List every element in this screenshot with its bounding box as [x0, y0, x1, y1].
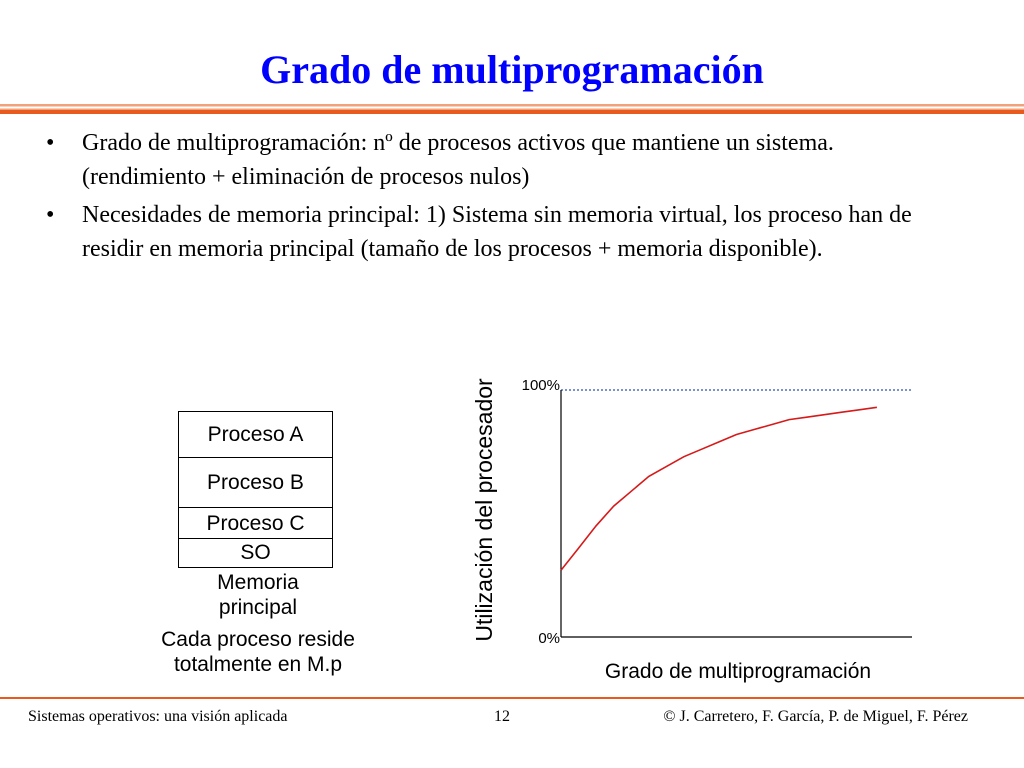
- title-underline: [0, 104, 1024, 114]
- y-tick-label-100: 100%: [521, 377, 560, 394]
- footer-page-number: 12: [494, 708, 510, 725]
- memory-block: [178, 411, 333, 568]
- footer-divider: [0, 697, 1024, 699]
- memory-label: Memoria principal: [217, 571, 299, 619]
- bullet-item: [40, 126, 940, 194]
- memory-caption: Cada proceso reside totalmente en M.p: [161, 628, 355, 676]
- utilization-curve: [561, 407, 877, 570]
- bullet-text: Grado de multiprogramación: nº de procesos activos que mantiene un sistema. (rendimiento + eliminación de procesos nulos): [82, 130, 834, 190]
- memory-cell-so: SO: [240, 541, 271, 564]
- slide-title: Grado de multiprogramación: [260, 47, 764, 92]
- bullet-text: Necesidades de memoria principal: 1) Sistema sin memoria virtual, los proceso han de residir en memoria principal (tamaño de los procesos + memoria disponible).: [82, 202, 912, 262]
- footer-copyright: © J. Carretero, F. García, P. de Miguel, F. Pérez: [663, 708, 968, 725]
- bullet-list: [40, 126, 940, 270]
- utilization-chart: [420, 360, 980, 700]
- memory-cell-process-a: Proceso A: [179, 412, 332, 458]
- bullet-dot: •: [46, 130, 55, 156]
- y-axis-label: Utilización del procesador: [471, 378, 497, 642]
- bullet-item: [40, 198, 940, 266]
- memory-cell-process-c: Proceso C: [179, 508, 332, 539]
- bullet-dot: •: [46, 202, 55, 228]
- y-tick-label-0: 0%: [538, 630, 560, 647]
- x-axis-label: Grado de multiprogramación: [604, 660, 872, 683]
- footer-book-title: Sistemas operativos: una visión aplicada: [28, 708, 288, 725]
- memory-cell-process-b: Proceso B: [179, 458, 332, 508]
